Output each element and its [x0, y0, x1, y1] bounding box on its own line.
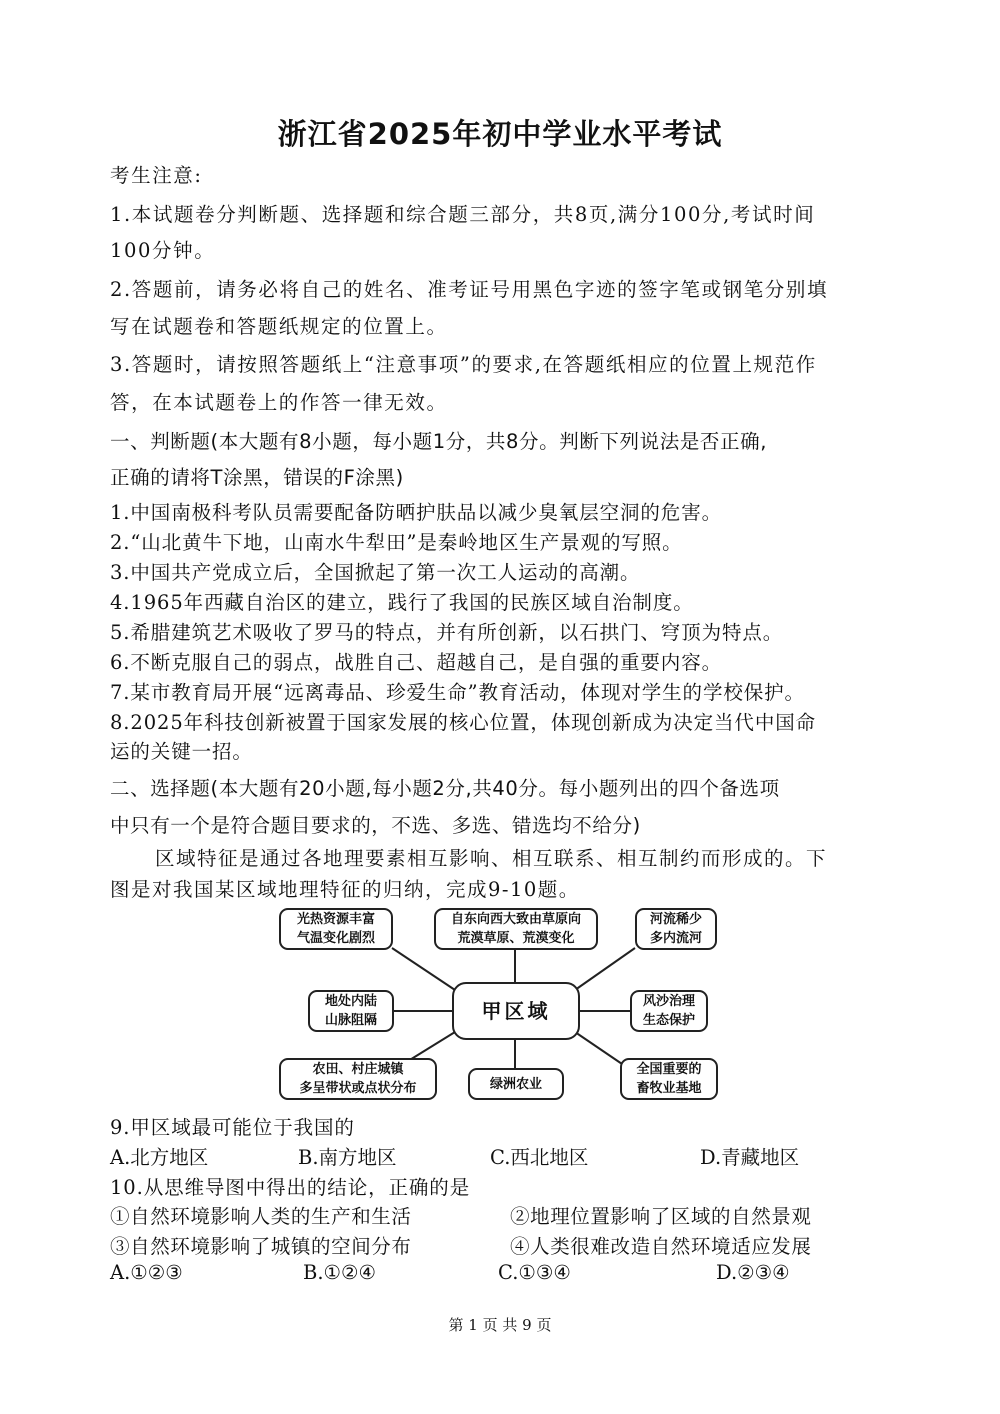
question-stem: 10.从思维导图中得出的结论，正确的是 — [110, 1176, 471, 1199]
connector-line — [575, 1032, 625, 1066]
connector-line — [392, 948, 455, 990]
node-text: 风沙治理 — [642, 994, 695, 1009]
node-top-left — [279, 908, 393, 950]
node-text: 生态保护 — [642, 1013, 695, 1028]
answer-option: A.①②③ — [110, 1261, 183, 1284]
node-text: 山脉阻隔 — [324, 1013, 377, 1028]
notice-line: 3.答题时，请按照答题纸上“注意事项”的要求,在答题纸相应的位置上规范作 — [110, 353, 817, 376]
notice-line: 100分钟。 — [110, 239, 216, 262]
node-top-center — [434, 908, 598, 950]
judgement-item: 2.“山北黄牛下地，山南水牛犁田”是秦岭地区生产景观的写照。 — [110, 531, 683, 554]
notice-line: 写在试题卷和答题纸规定的位置上。 — [110, 315, 448, 338]
node-top-right — [635, 908, 717, 950]
judgement-item: 3.中国共产党成立后，全国掀起了第一次工人运动的高潮。 — [110, 561, 641, 584]
node-text: 气温变化剧烈 — [296, 931, 375, 946]
notice-heading: 考生注意: — [110, 164, 203, 187]
node-text: 农田、村庄城镇 — [312, 1062, 404, 1077]
answer-option: B.①②④ — [303, 1261, 376, 1284]
mind-map-diagram — [270, 900, 730, 1110]
node-text: 多呈带状或点状分布 — [299, 1081, 417, 1096]
answer-option: B.南方地区 — [298, 1146, 397, 1169]
judgement-item: 5.希腊建筑艺术吸收了罗马的特点，并有所创新，以石拱门、穹顶为特点。 — [110, 621, 784, 644]
node-text: 河流稀少 — [649, 912, 702, 927]
notice-line: 1.本试题卷分判断题、选择题和综合题三部分，共8页,满分100分,考试时间 — [110, 203, 816, 226]
node-text: 全国重要的 — [636, 1062, 702, 1077]
node-text: 畜牧业基地 — [636, 1081, 702, 1096]
judgement-item: 1.中国南极科考队员需要配备防晒护肤品以减少臭氧层空洞的危害。 — [110, 501, 723, 524]
node-bottom-left — [279, 1058, 437, 1100]
answer-option: D.青藏地区 — [700, 1146, 800, 1169]
center-node: 甲区域 — [452, 982, 580, 1040]
node-text: 荒漠草原、荒漠变化 — [457, 931, 575, 946]
page-title: 浙江省2025年初中学业水平考试 — [277, 117, 723, 151]
question-intro: 图是对我国某区域地理特征的归纳，完成9-10题。 — [110, 878, 580, 901]
node-text: 地处内陆 — [324, 994, 377, 1009]
answer-option: A.北方地区 — [110, 1146, 209, 1169]
judgement-item: 运的关键一招。 — [110, 740, 253, 763]
node-text: 多内流河 — [649, 931, 702, 946]
section2-heading: 二、选择题(本大题有20小题,每小题2分,共40分。每小题列出的四个备选项 — [110, 777, 780, 800]
statement: ②地理位置影响了区域的自然景观 — [510, 1205, 812, 1228]
answer-option: C.西北地区 — [490, 1146, 589, 1169]
notice-line: 答，在本试题卷上的作答一律无效。 — [110, 391, 448, 414]
section2-heading: 中只有一个是符合题目要求的，不选、多选、错选均不给分) — [110, 814, 641, 837]
connector-line — [575, 948, 635, 990]
node-text: 光热资源丰富 — [296, 912, 375, 927]
statement: ④人类很难改造自然环境适应发展 — [510, 1235, 812, 1258]
answer-option: C.①③④ — [498, 1261, 571, 1284]
judgement-item: 4.1965年西藏自治区的建立，践行了我国的民族区域自治制度。 — [110, 591, 694, 614]
section1-heading: 一、判断题(本大题有8小题，每小题1分，共8分。判断下列说法是否正确, — [110, 430, 768, 453]
statement: ③自然环境影响了城镇的空间分布 — [110, 1235, 412, 1258]
node-mid-left — [308, 990, 394, 1032]
node-text: 自东向西大致由草原向 — [450, 912, 581, 927]
node-bottom-right — [620, 1058, 718, 1100]
answer-option: D.②③④ — [716, 1261, 790, 1284]
node-text: 绿洲农业 — [489, 1076, 542, 1092]
statement: ①自然环境影响人类的生产和生活 — [110, 1205, 412, 1228]
judgement-item: 7.某市教育局开展“远离毒品、珍爱生命”教育活动，体现对学生的学校保护。 — [110, 681, 805, 704]
section1-heading: 正确的请将T涂黑，错误的F涂黑) — [110, 466, 404, 489]
node-bottom-center — [468, 1068, 564, 1100]
judgement-item: 8.2025年科技创新被置于国家发展的核心位置，体现创新成为决定当代中国命 — [110, 711, 817, 734]
question-stem: 9.甲区域最可能位于我国的 — [110, 1116, 355, 1139]
notice-line: 2.答题前，请务必将自己的姓名、准考证号用黑色字迹的签字笔或钢笔分别填 — [110, 278, 829, 301]
question-intro: 区域特征是通过各地理要素相互影响、相互联系、相互制约而形成的。下 — [155, 847, 828, 870]
judgement-item: 6.不断克服自己的弱点，战胜自己、超越自己，是自强的重要内容。 — [110, 651, 723, 674]
node-mid-right — [630, 990, 708, 1032]
page-footer: 第 1 页 共 9 页 — [448, 1316, 552, 1334]
